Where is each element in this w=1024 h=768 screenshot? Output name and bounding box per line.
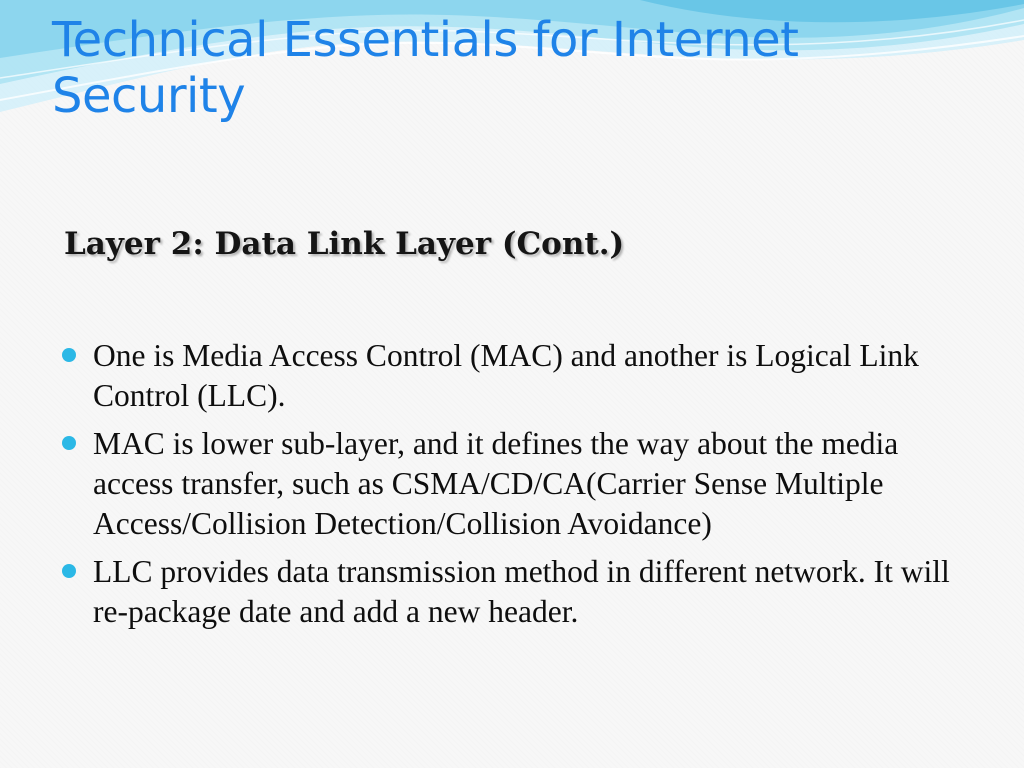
bullet-circle-icon <box>62 564 76 578</box>
bullet-item <box>62 552 982 632</box>
bullet-circle-icon <box>62 348 76 362</box>
bullet-circle-icon <box>62 436 76 450</box>
bullet-item <box>62 336 982 416</box>
bullet-text: LLC provides data transmission method in different network. It will re-package date and add a new header. <box>93 554 950 629</box>
slide-title: Technical Essentials for Internet Security <box>52 12 799 124</box>
bullet-list <box>62 336 982 640</box>
slide-subtitle: Layer 2: Data Link Layer (Cont.) <box>64 226 625 262</box>
bullet-text: One is Media Access Control (MAC) and another is Logical Link Control (LLC). <box>93 338 919 413</box>
bullet-text: MAC is lower sub-layer, and it defines the way about the media access transfer, such as CSMA/CD/CA(Carrier Sense Multiple Access/Collision Detection/Collision Avoidance) <box>93 426 899 541</box>
bullet-item <box>62 424 982 544</box>
